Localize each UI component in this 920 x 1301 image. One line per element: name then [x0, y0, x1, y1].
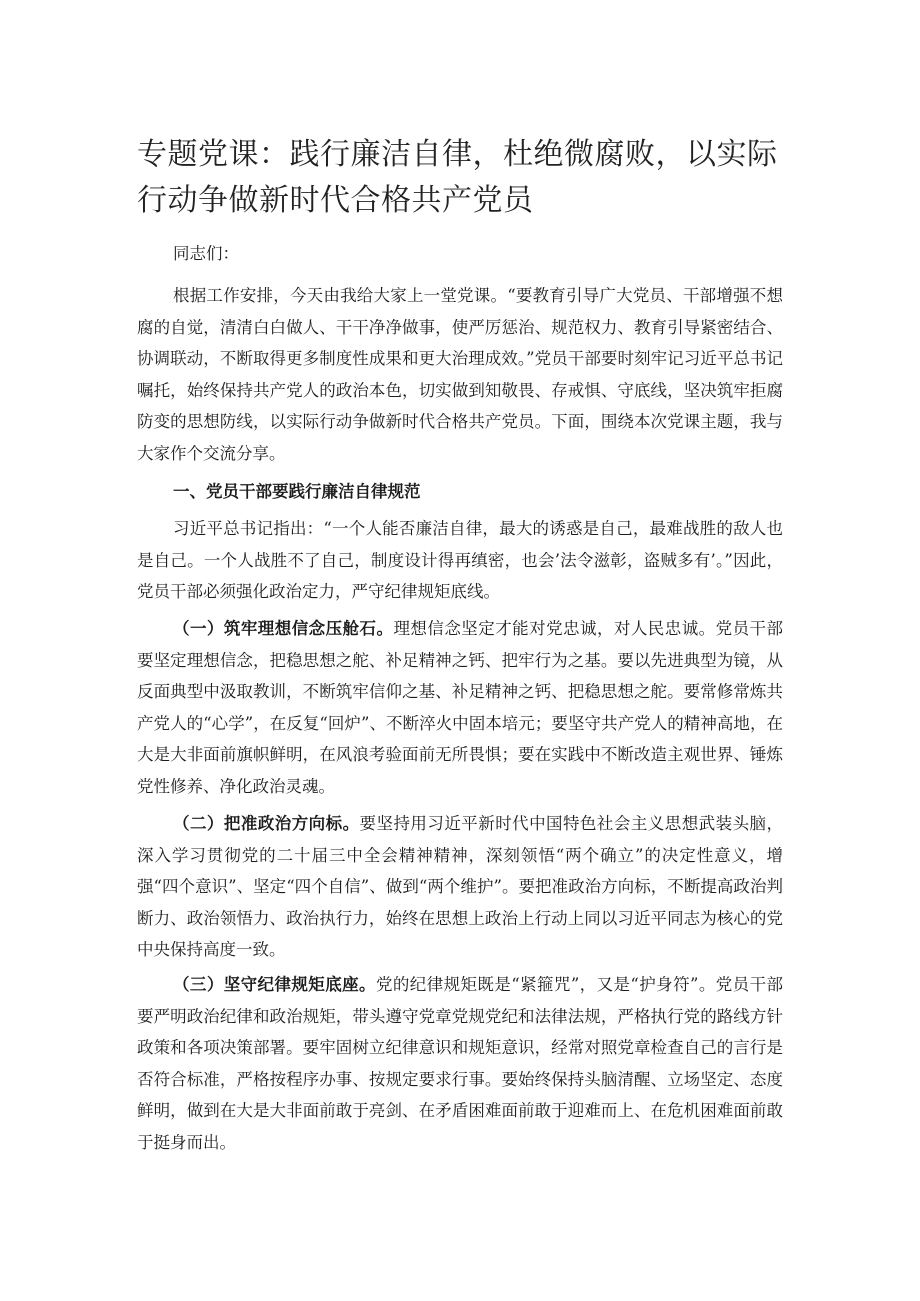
point-3-text: 党的纪律规矩既是“紧箍咒”，又是“护身符”。党员干部要严明政治纪律和政治规矩，带头遵守党章党规党纪和法律法规，严格执行党的路线方针政策和各项决策部署。要牢固树立纪律意识和规矩意识，经常对照党章检查自己的言行是否符合标准，严格按程序办事、按规定要求行事。要始终保持头脑清醒、立场坚定、态度鲜明，做到在大是大非面前敢于亮剑、在矛盾困难面前敢于迎难而上、在危机困难面前敢于挺身而出。	[137, 975, 783, 1152]
point-1-lead: （一）筑牢理想信念压舱石。	[173, 619, 394, 638]
section-1-paragraph: 习近平总书记指出：“一个人能否廉洁自律，最大的诱惑是自己，最难战胜的敌人也是自己。一个人战胜不了自己，制度设计得再缜密，也会’法令滋彰，盗贼多有’。”因此，党员干部必须强化政治定力，严守纪律规矩底线。	[137, 519, 783, 601]
point-3-lead: （三）坚守纪律规矩底座。	[173, 975, 376, 994]
document-title: 专题党课：践行廉洁自律，杜绝微腐败，以实际行动争做新时代合格共产党员	[137, 137, 778, 218]
salutation: 同志们：	[173, 244, 239, 263]
point-1-text: 理想信念坚定才能对党忠诚，对人民忠诚。党员干部要坚定理想信念，把稳思想之舵、补足精神之钙、把牢行为之基。要以先进典型为镜，从反面典型中汲取教训，不断筑牢信仰之基、补足精神之钙、把稳思想之舵。要常修常炼共产党人的“心学”，在反复“回炉”、不断淬火中固本培元；要坚守共产党人的精神高地，在大是大非面前旗帜鲜明，在风浪考验面前无所畏惧；要在实践中不断改造主观世界、锤炼党性修养、净化政治灵魂。	[137, 619, 784, 796]
point-3-paragraph	[137, 969, 783, 1158]
intro-paragraph: 根据工作安排，今天由我给大家上一堂党课。“要教育引导广大党员、干部增强不想腐的自觉，清清白白做人、干干净净做事，使严厉惩治、规范权力、教育引导紧密结合、协调联动，不断取得更多制度性成果和更大治理成效。”党员干部要时刻牢记习近平总书记嘱托，始终保持共产党人的政治本色，切实做到知敬畏、存戒惧、守底线，坚决筑牢拒腐防变的思想防线，以实际行动争做新时代合格共产党员。下面，围绕本次党课主题，我与大家作个交流分享。	[137, 286, 783, 463]
section-heading-1: 一、党员干部要践行廉洁自律规范	[173, 482, 421, 501]
point-2-lead: （二）把准政治方向标。	[173, 814, 360, 833]
point-2-paragraph	[137, 808, 783, 966]
point-1-paragraph	[137, 613, 783, 802]
point-2-text: 要坚持用习近平新时代中国特色社会主义思想武装头脑，深入学习贯彻党的二十届三中全会精神精神，深刻领悟“两个确立”的决定性意义，增强“四个意识”、坚定“四个自信”、做到“两个维护”。要把准政治方向标，不断提高政治判断力、政治领悟力、政治执行力，始终在思想上政治上行动上同以习近平同志为核心的党中央保持高度一致。	[137, 814, 784, 959]
